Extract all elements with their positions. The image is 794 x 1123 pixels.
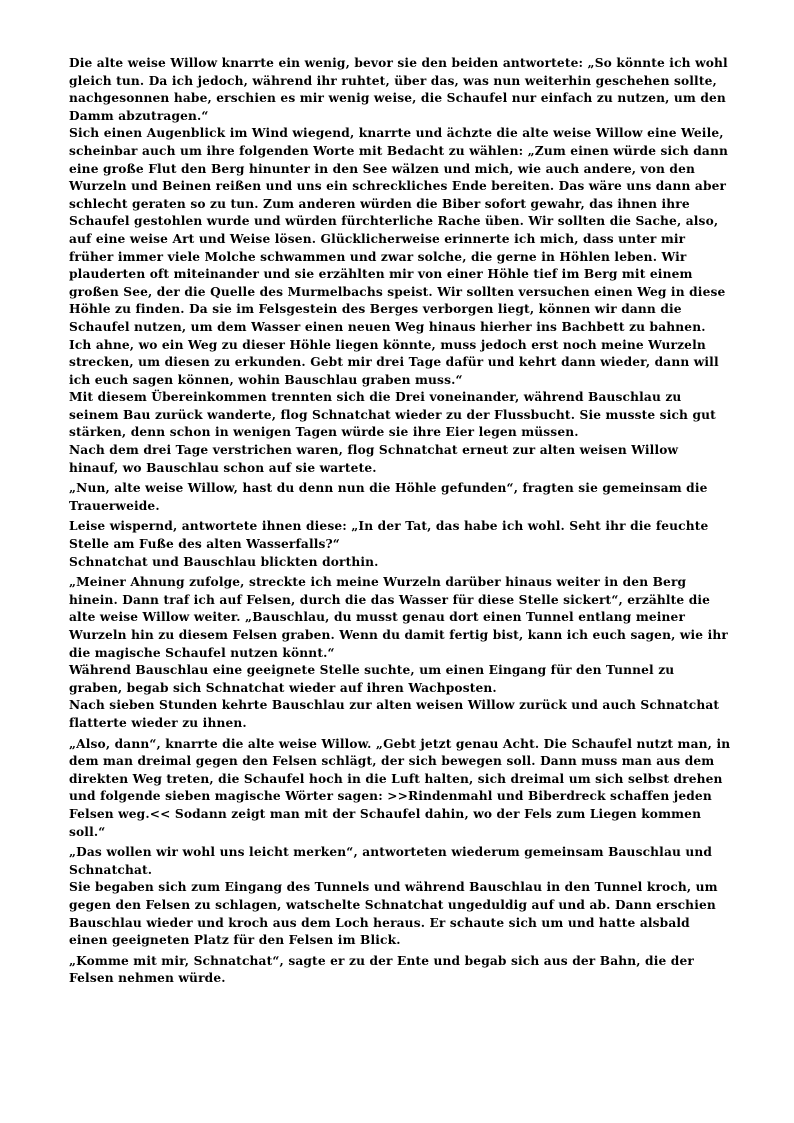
paragraph-3: Mit diesem Übereinkommen trennten sich die Drei voneinander, während Bauschlau zu seinem Bau zurück wanderte, flog Schnatchat wieder zu der Flussbucht. Sie musste sich gut stärken, denn schon in wenigen Tagen würde sie ihre Eier legen müssen. <box>69 390 716 440</box>
paragraph-10: Nach sieben Stunden kehrte Bauschlau zur alten weisen Willow zurück und auch Schnatchat flatterte wieder zu ihnen. <box>69 698 720 730</box>
paragraph-1: Die alte weise Willow knarrte ein wenig, bevor sie den beiden antwortete: „So könnte ich wohl gleich tun. Da ich jedoch, während ihr ruhtet, über das, was nun weiterhin geschehen sollte, nachgesonnen habe, erschien es mir wenig weise, die Schaufel nur einfach zu nutzen, um den Damm abzutragen.“ <box>69 56 728 123</box>
paragraph-4: Nach dem drei Tage verstrichen waren, flog Schnatchat erneut zur alten weisen Willow hinauf, wo Bauschlau schon auf sie wartete. <box>69 443 679 475</box>
paragraph-5: „Nun, alte weise Willow, hast du denn nun die Höhle gefunden“, fragten sie gemeinsam die Trauerweide. <box>69 481 708 513</box>
paragraph-8: „Meiner Ahnung zufolge, streckte ich meine Wurzeln darüber hinaus weiter in den Berg hinein. Dann traf ich auf Felsen, durch die das Wasser für diese Stelle sickert“, erzählte die alte weise Willow weiter. „Bauschlau, du musst genau dort einen Tunnel entlang meiner Wurzeln hin zu diesem Felsen graben. Wenn du damit fertig bist, kann ich euch sagen, wie ihr die magische Schaufel nutzen könnt.“ <box>69 575 728 660</box>
paragraph-11: „Also, dann“, knarrte die alte weise Willow. „Gebt jetzt genau Acht. Die Schaufel nutzt man, in dem man dreimal gegen den Felsen schlägt, der sich bewegen soll. Dann muss man aus dem direkten Weg treten, die Schaufel hoch in die Luft halten, sich dreimal um sich selbst drehen und folgende sieben magische Wörter sagen: >>Rindenmahl und Biberdreck schaffen jeden Felsen weg.<< Sodann zeigt man mit der Schaufel dahin, wo der Fels zum Liegen kommen soll.“ <box>69 736 731 839</box>
paragraph-13: Sie begaben sich zum Eingang des Tunnels und während Bauschlau in den Tunnel kroch, um gegen den Felsen zu schlagen, watschelte Schnatchat ungeduldig auf und ab. Dann erschien Bauschlau wieder und kroch aus dem Loch heraus. Er schaute sich um und hatte alsbald einen geeigneten Platz für den Felsen im Blick. <box>69 880 718 948</box>
paragraph-14: „Komme mit mir, Schnatchat“, sagte er zu der Ente und begab sich aus der Bahn, die der Felsen nehmen würde. <box>69 953 694 986</box>
paragraph-9: Während Bauschlau eine geeignete Stelle suchte, um einen Eingang für den Tunnel zu graben, begab sich Schnatchat wieder auf ihren Wachposten. <box>69 663 675 695</box>
paragraph-12: „Das wollen wir wohl uns leicht merken“, antworteten wiederum gemeinsam Bauschlau und Schnatchat. <box>69 845 713 877</box>
paragraph-2: Sich einen Augenblick im Wind wiegend, knarrte und ächzte die alte weise Willow eine Weile, scheinbar auch um ihre folgenden Worte mit Bedacht zu wählen: „Zum einen würde sich dann eine große Flut den Berg hinunter in den See wälzen und mich, wie auch andere, von den Wurzeln und Beinen reißen und uns ein schreckliches Ende bereiten. Das wäre uns dann aber schlecht geraten so zu tun. Zum anderen würden die Biber sofort gewahr, das ihnen ihre Schaufel gestohlen wurde und würden fürchterliche Rache üben. Wir sollten die Sache, also, auf eine weise Art und Weise lösen. Glücklicherweise erinnerte ich mich, dass unter mir früher immer viele Molche schwammen und zwar solche, die gerne in Höhlen leben. Wir plauderten oft miteinander und sie erzählten mir von einer Höhle tief im Berg mit einem großen See, der die Quelle des Murmelbachs speist. Wir sollten versuchen einen Weg in diese Höhle zu finden. Da sie im Felsgestein des Berges verborgen liegt, können wir dann die Schaufel nutzen, um dem Wasser einen neuen Weg hinaus hierher ins Bachbett zu bahnen. Ich ahne, wo ein Weg zu dieser Höhle liegen könnte, muss jedoch erst noch meine Wurzeln strecken, um diesen zu erkunden. Gebt mir drei Tage dafür und kehrt dann wieder, dann will ich euch sagen können, wohin Bauschlau graben muss.“ <box>69 126 728 387</box>
paragraph-6: Leise wispernd, antwortete ihnen diese: „In der Tat, das habe ich wohl. Seht ihr die feuchte Stelle am Fuße des alten Wasserfalls?“ <box>69 519 709 552</box>
document-page <box>69 55 731 988</box>
paragraph-7: Schnatchat und Bauschlau blickten dorthin. <box>69 554 379 569</box>
